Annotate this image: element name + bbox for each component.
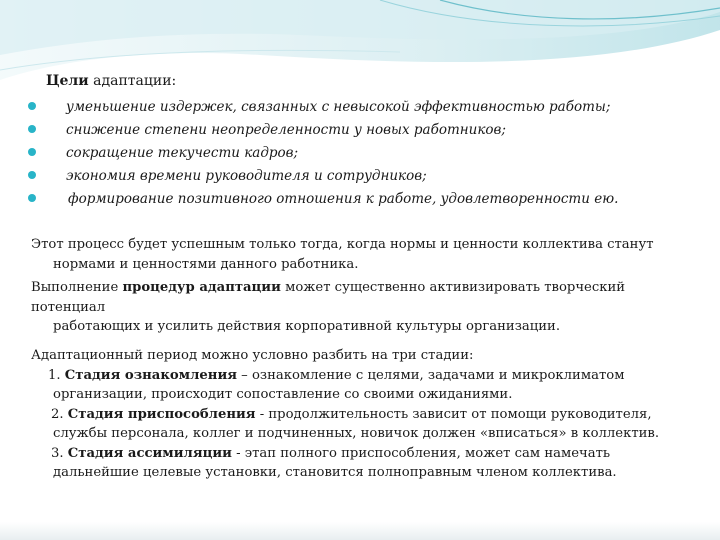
stage-3-line2: дальнейшие целевые установки, становится полноправным членом коллектива. xyxy=(53,465,617,480)
stage-number: 3. xyxy=(51,445,64,461)
stage-3-line1 xyxy=(31,444,711,464)
stage-2-line1 xyxy=(31,405,711,425)
stage-text: - этап полного приспособления, может сам намечать xyxy=(231,445,611,461)
paragraph-procedures-line2: работающих и усилить действия корпоративной культуры организации. xyxy=(53,319,561,334)
stages-intro: Адаптационный период можно условно разбить на три стадии: xyxy=(31,348,474,363)
stage-1-line1 xyxy=(31,366,711,386)
goal-item xyxy=(28,167,618,190)
stage-name: Стадия приспособления xyxy=(67,406,256,422)
goal-text: формирование позитивного отношения к работе, удовлетворенности ею. xyxy=(68,191,619,207)
stage-text: - продолжительность зависит от помощи руководителя, xyxy=(255,406,652,422)
bullet-icon xyxy=(28,171,36,179)
paragraph-procedures-pre: Выполнение xyxy=(31,280,123,295)
stage-name: Стадия ассимиляции xyxy=(67,445,232,461)
paragraph-procedures xyxy=(31,278,701,337)
goal-item xyxy=(28,98,618,121)
stages-section xyxy=(31,346,711,483)
paragraph-procedures-post: может существенно активизировать творческий потенциал xyxy=(31,280,626,315)
stage-name: Стадия ознакомления xyxy=(64,367,237,383)
goal-text: снижение степени неопределенности у новых работников; xyxy=(66,122,506,138)
paragraph-procedures-bold: процедур адаптации xyxy=(122,280,281,295)
stage-number: 2. xyxy=(51,406,64,422)
stage-2-line2: службы персонала, коллег и подчиненных, новичок должен «вписаться» в коллектив. xyxy=(53,426,660,441)
stage-text: – ознакомление с целями, задачами и микроклиматом xyxy=(236,367,625,383)
paragraph-success-line1: Этот процесс будет успешным только тогда, когда нормы и ценности коллектива станут xyxy=(31,237,654,252)
bullet-icon xyxy=(28,148,36,156)
stage-number: 1. xyxy=(48,367,61,383)
stage-1-line2: организации, происходит сопоставление со своими ожиданиями. xyxy=(53,387,513,402)
bullet-icon xyxy=(28,125,36,133)
paragraph-success-line2: нормами и ценностями данного работника. xyxy=(53,256,359,272)
goals-heading xyxy=(46,73,176,89)
goal-item xyxy=(28,144,618,167)
goals-heading-rest: адаптации: xyxy=(88,73,177,89)
bullet-icon xyxy=(28,194,36,202)
paragraph-success xyxy=(31,235,701,274)
bullet-icon xyxy=(28,102,36,110)
goal-item xyxy=(28,121,618,144)
goal-text: сокращение текучести кадров; xyxy=(66,145,299,161)
goal-text: экономия времени руководителя и сотрудников; xyxy=(66,168,427,184)
goal-item xyxy=(28,190,618,213)
goals-list xyxy=(28,98,618,213)
goal-text: уменьшение издержек, связанных с невысокой эффективностью работы; xyxy=(66,99,611,115)
goals-heading-bold: Цели xyxy=(46,73,89,89)
